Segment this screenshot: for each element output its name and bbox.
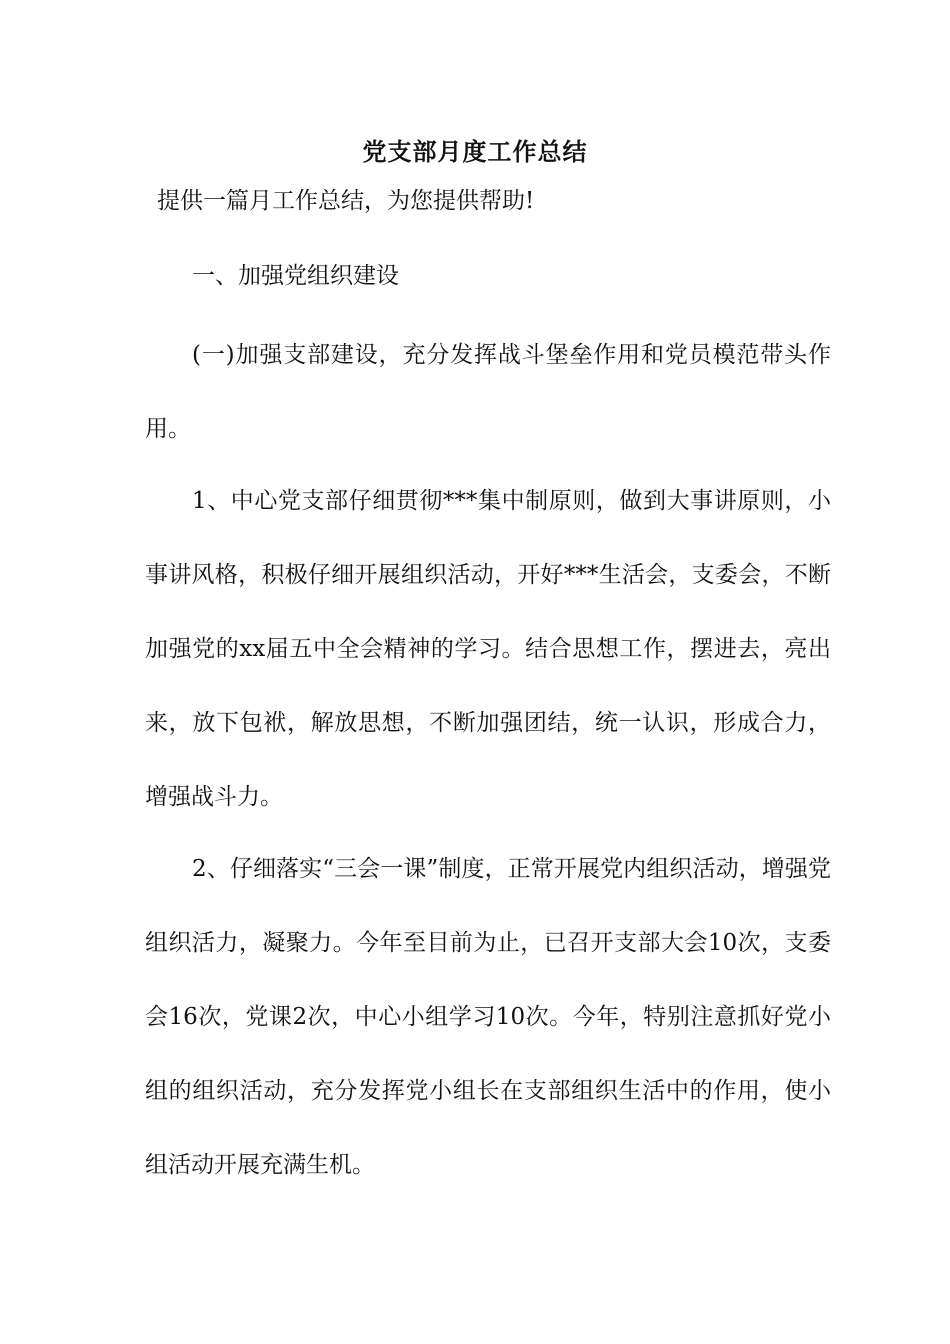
document-title: 党支部月度工作总结 [362, 137, 588, 166]
paragraph-1: 1、中心党支部仔细贯彻***集中制原则，做到大事讲原则，小事讲风格，积极仔细开展组织活动，开好***生活会，支委会，不断加强党的xx届五中全会精神的学习。结合思想工作，摆进去，亮出来，放下包袱，解放思想，不断加强团结，统一认识，形成合力，增强战斗力。 [145, 488, 831, 810]
section-heading: 一、加强党组织建设 [192, 263, 399, 289]
intro-text: 提供一篇月工作总结，为您提供帮助! [157, 188, 535, 214]
paragraph-2: 2、仔细落实“三会一课”制度，正常开展党内组织活动，增强党组织活力，凝聚力。今年至目前为止，已召开支部大会10次，支委会16次，党课2次，中心小组学习10次。今年，特别注意抓好党小组的组织活动，充分发挥党小组长在支部组织生活中的作用，使小组活动开展充满生机。 [145, 856, 831, 1178]
subsection-paragraph: (一)加强支部建设，充分发挥战斗堡垒作用和党员模范带头作用。 [145, 342, 831, 442]
